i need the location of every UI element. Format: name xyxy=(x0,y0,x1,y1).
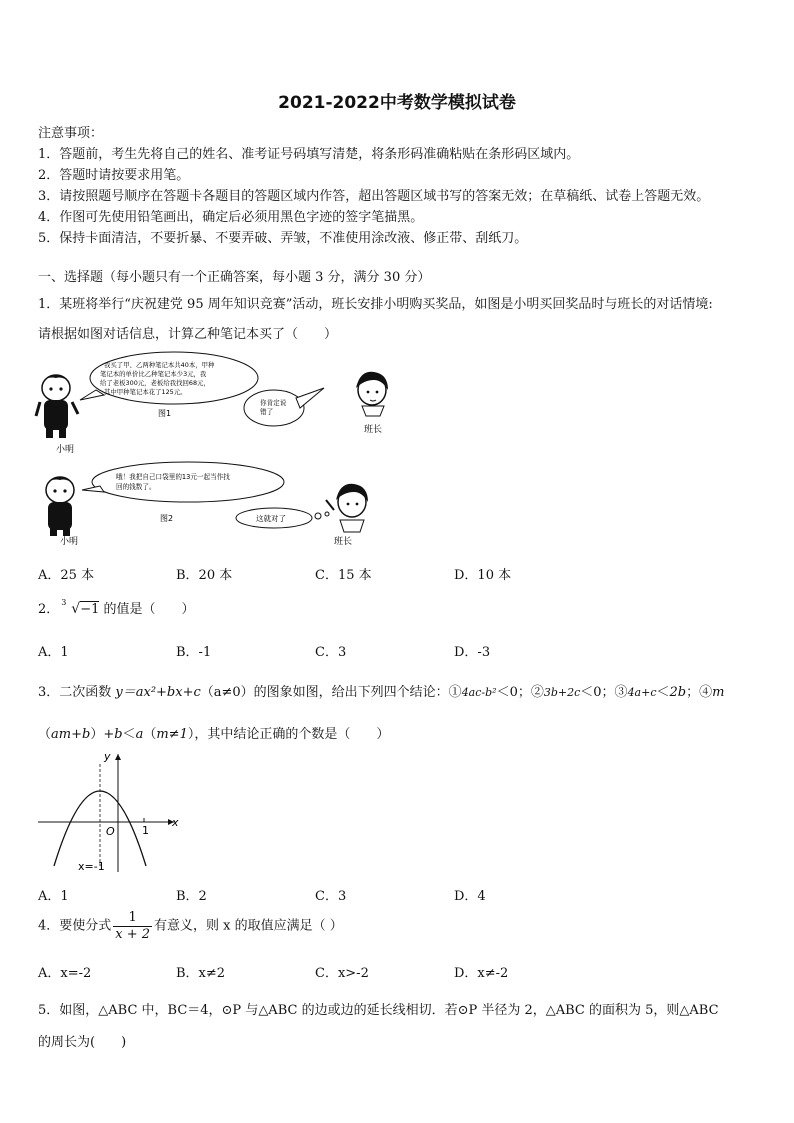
q1-option-c[interactable]: C．15 本 xyxy=(315,568,372,583)
q3-stem-line1: 3．二次函数 y＝ax²+bx+c（a≠0）的图象如图，给出下列四个结论：①4ac-b²＜0；②3b+2c＜0；③4a+c＜2b；④m xyxy=(38,685,725,700)
cube-root-expression: 3 √−1 xyxy=(61,598,100,617)
root-index: 3 xyxy=(61,598,67,607)
x-axis-label: x xyxy=(172,816,179,829)
q3-option-d[interactable]: D．4 xyxy=(454,889,486,904)
fraction-numerator: 1 xyxy=(113,910,152,927)
banzhang-figure-1 xyxy=(356,372,388,416)
fraction-denominator: x + 2 xyxy=(115,927,151,942)
q3-option-b[interactable]: B．2 xyxy=(176,889,207,904)
q4-option-d[interactable]: D．x≠-2 xyxy=(454,966,509,981)
bubble1-line1: 我买了甲、乙两种笔记本共40本，甲种 xyxy=(104,361,215,369)
q1-option-d[interactable]: D．10 本 xyxy=(454,568,512,583)
bubble3-line2: 回的钱数了。 xyxy=(116,483,156,491)
q5-stem-line1: 5．如图，△ABC 中，BC＝4，⊙P 与△ABC 的边或边的延长线相切．若⊙P 半径为 2，△ABC 的面积为 5，则△ABC xyxy=(38,1003,719,1018)
notice-item-3: 3．请按照题号顺序在答题卡各题目的答题区域内作答，超出答题区域书写的答案无效；在草稿纸、试卷上答题无效。 xyxy=(38,189,710,204)
q2-option-a[interactable]: A．1 xyxy=(38,645,69,660)
axis-of-symmetry-label: x=-1 xyxy=(78,860,105,873)
xiaoming-figure-2 xyxy=(46,477,74,536)
notice-item-4: 4．作图可先使用铅笔画出，确定后必须用黑色字迹的签字笔描黑。 xyxy=(38,210,424,225)
q4-suffix: 有意义，则 x 的取值应满足（ ） xyxy=(154,918,343,934)
q4-prefix: 4．要使分式 xyxy=(38,918,112,934)
notice-item-1: 1．答题前，考生先将自己的姓名、准考证号码填写清楚，将条形码准确粘贴在条形码区域内。 xyxy=(38,147,580,162)
q4-option-c[interactable]: C．x>-2 xyxy=(315,966,369,981)
radicand: −1 xyxy=(80,602,100,617)
q1-stem-line2: 请根据如图对话信息，计算乙种笔记本买了（ ） xyxy=(38,327,338,342)
q2-option-d[interactable]: D．-3 xyxy=(454,645,491,660)
bubble4-text: 这就对了 xyxy=(256,514,286,523)
xiaoming-label-1: 小明 xyxy=(56,445,75,455)
xiaoming-figure-1 xyxy=(36,375,78,438)
notice-item-5: 5．保持卡面清洁，不要折暴、不要弄破、弄皱，不准使用涂改液、修正带、刮纸刀。 xyxy=(38,231,528,246)
q3-option-a[interactable]: A．1 xyxy=(38,889,69,904)
figure-1-label: 图1 xyxy=(158,409,172,418)
q3-parabola-graph xyxy=(34,746,184,876)
bubble1-line3: 给了老板300元，老板给我找回68元， xyxy=(100,379,210,387)
section-heading: 一、选择题（每小题只有一个正确答案，每小题 3 分，满分 30 分） xyxy=(38,270,431,285)
fraction xyxy=(113,910,152,943)
q4-option-a[interactable]: A．x=-2 xyxy=(38,966,92,981)
q2-option-c[interactable]: C．3 xyxy=(315,645,347,660)
q1-dialogue-figure xyxy=(34,350,394,550)
speech-bubble-2 xyxy=(244,390,304,426)
origin-label: O xyxy=(106,825,115,838)
y-axis-label: y xyxy=(104,750,111,763)
q5-stem-line2: 的周长为( ) xyxy=(38,1035,127,1050)
q1-stem-line1: 1．某班将举行“庆祝建党 95 周年知识竞赛”活动，班长安排小明购买奖品，如图是小明买回奖品时与班长的对话情境: xyxy=(38,297,713,312)
q1-option-b[interactable]: B．20 本 xyxy=(176,568,233,583)
bubble1-line4: 其中甲种笔记本花了125元。 xyxy=(104,388,187,396)
banzhang-label-2: 班长 xyxy=(334,537,353,547)
figure-2-label: 图2 xyxy=(160,514,174,523)
bubble3-line1: 哦！我把自己口袋里的13元一起当作找 xyxy=(116,473,230,481)
q2-stem xyxy=(38,598,195,617)
banzhang-figure-2 xyxy=(326,484,368,532)
bubble2-line1: 你肯定说 xyxy=(260,399,287,407)
q3-option-c[interactable]: C．3 xyxy=(315,889,347,904)
q2-option-b[interactable]: B．-1 xyxy=(176,645,212,660)
xiaoming-label-2: 小明 xyxy=(60,537,79,547)
q3-stem-line2: （am+b）+b＜a（m≠1），其中结论正确的个数是（ ） xyxy=(38,727,390,742)
notice-item-2: 2．答题时请按要求用笔。 xyxy=(38,168,190,183)
speech-bubble-3 xyxy=(92,462,284,502)
speech-bubble-1 xyxy=(90,352,258,404)
quadratic-function: y＝ax²+bx+c xyxy=(115,685,201,700)
bubble1-line2: 笔记本的单价比乙种笔记本少3元，我 xyxy=(100,370,207,378)
tick-label-1: 1 xyxy=(142,824,149,837)
banzhang-label-1: 班长 xyxy=(364,425,383,435)
q2-prefix: 2． xyxy=(38,602,60,617)
bubble2-line2: 错了 xyxy=(260,408,274,416)
notice-heading: 注意事项： xyxy=(38,126,104,141)
q4-stem xyxy=(38,910,343,943)
q4-option-b[interactable]: B．x≠2 xyxy=(176,966,226,981)
page-title: 2021-2022中考数学模拟试卷 xyxy=(278,93,516,113)
q2-suffix: 的值是（ ） xyxy=(103,602,195,617)
q1-option-a[interactable]: A．25 本 xyxy=(38,568,95,583)
